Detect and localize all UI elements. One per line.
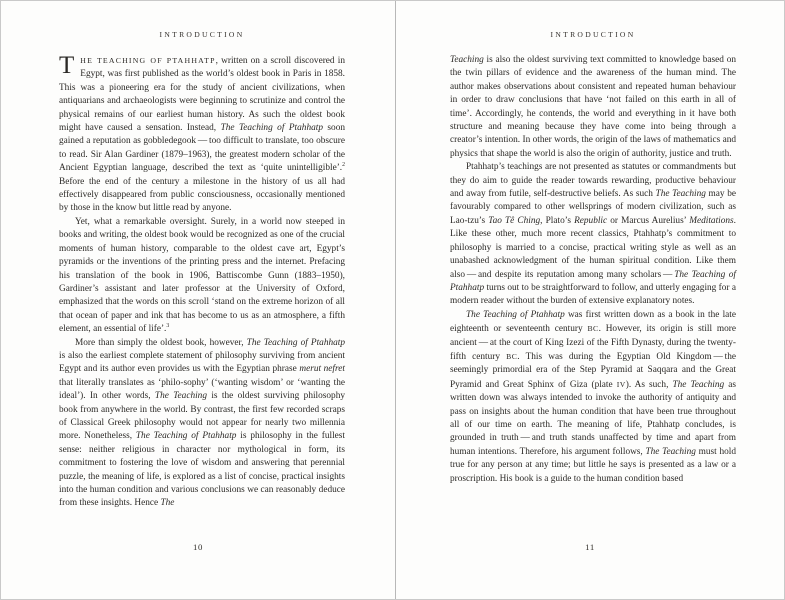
text-run: BC — [506, 351, 518, 361]
text-run: The Teaching of Ptahhatp — [450, 269, 736, 293]
text-run: The Teaching of Ptahhatp — [466, 309, 565, 320]
text-run: The Teaching of Ptahhatp — [246, 337, 346, 348]
page-body-right — [450, 54, 736, 486]
text-run: , written on a scroll discovered in Egypt, was first published as the world’s oldest book in Paris in 1858. This was a pioneering era for the study of ancient civilizations, when antiquarians and archaeologists were beginning to scrutinize and control the physical remains of our earliest human history. As such the oldest book might have caused a sensation. Instead, — [59, 56, 345, 134]
text-run: , Plato’s — [540, 215, 575, 226]
paragraph — [450, 161, 736, 308]
text-run: is the oldest surviving philosophy book from anywhere in the world. By contrast, the first few recorded scraps of Classical Greek philosophy would not appear for nearly two millennia more. Nonetheless, — [59, 391, 345, 442]
page-body-left — [59, 54, 345, 511]
text-run: . Like these other, much more recent classics, Ptahhatp’s commitment to philosophy is married to a concise, practical writing style as well as an unabashed acknowledgment of the human spiritual condition. Like them also — and despite its reputation among many scholars — — [450, 215, 736, 280]
text-run: Yet, what a remarkable oversight. Surely, in a world now steeped in books and writing, the oldest book would be recognized as one of the crucial moments of human history, comparable to the oldest cave art, Egypt’s pyramids or the inventions of the printing press and the internet. Prefacing his translation of the book in 1906, Battiscombe Gunn (1883–1950), Gardiner’s assistant and later professor at the University of Oxford, emphasized that the words on this scroll ‘stand on the extreme horizon of all that ocean of paper and ink that has become to us as an atmosphere, a fifth element, an essential of life’. — [59, 216, 345, 335]
text-run: Republic — [574, 215, 608, 226]
text-run: BC — [587, 324, 599, 334]
running-header-right: INTRODUCTION — [550, 30, 636, 39]
text-run: must hold true for any person at any time; but little he says is presented as a law or a proscription. His book is a guide to the human condition based — [450, 446, 736, 484]
text-run: HE TEACHING OF PTAHHATP — [80, 56, 216, 65]
running-header-left: INTRODUCTION — [159, 30, 245, 39]
text-run: Ptahhatp’s teachings are not presented as statutes or commandments but they do aim to guide the reader towards rewarding, productive behaviour and away from futile, self-destructive beliefs. As such — [450, 162, 736, 200]
text-run: is also the oldest surviving text committed to knowledge based on the twin pillars of evidence and the awareness of the human mind. The author makes observations about consistent and repeated human behaviour in order to draw conclusions that have ‘not failed on this earth in all of time’. Accordingly, he contends, the world and everything in it have both structure and meaning because they have come into being through a creator’s intention. In other words, the origin of the laws of mathematics and physics that shape the world is also the origin of authority, justice and truth. — [450, 55, 736, 159]
text-run: IV — [616, 379, 626, 389]
text-run: 2 — [342, 162, 345, 169]
text-run: . This was during the Egyptian Old Kingdom — the seemingly primordial era of the Step Pyramid at Saqqara and the Great Pyramid and Great Sphinx of Giza (plate — [450, 351, 736, 390]
text-run: Teaching — [450, 55, 484, 65]
paragraph — [59, 54, 345, 216]
text-run: ). As such, — [625, 379, 673, 390]
text-run: Tao Tê Ching — [488, 215, 541, 226]
text-run: that literally translates as ‘philo-sophy’ (‘wanting wisdom’ or ‘wanting the ideal’). In other words, — [59, 377, 345, 402]
text-run: Before the end of the century a milestone in the history of us all had effectively disappeared from public consciousness, occasionally mentioned by those in the know but little read by anyone. — [59, 176, 345, 214]
text-run: The Teaching — [672, 379, 725, 390]
text-run: is also the earliest complete statement of philosophy surviving from ancient Egypt and its author even provides us with the Egyptian phrase — [59, 350, 345, 375]
paragraph — [450, 309, 736, 486]
paragraph — [450, 54, 736, 161]
text-run: is philosophy in the fullest sense: neither religious in character nor mythological in form, its commitment to fostering the love of wisdom and answering that perennial puzzle, the meaning of life, is explored as a list of concise, practical insights into the human condition and various conclusions we can reasonably deduce from these insights. Hence — [59, 431, 346, 509]
text-run: soon gained a reputation as gobbledegook — too difficult to translate, too obscure to read. Sir Alan Gardiner (1879–1963), the greatest modern scholar of the Ancient Egyptian language, described the text as ‘quite unintelligible’. — [59, 123, 345, 174]
page-left — [1, 1, 395, 599]
text-run: or Marcus Aurelius’ — [607, 215, 690, 226]
drop-cap: T — [59, 52, 75, 79]
paragraph — [59, 337, 345, 511]
page-number-left: 10 — [193, 542, 203, 552]
text-run: The Teaching of Ptahhatp — [220, 123, 323, 134]
text-run: The Teaching of Ptahhatp — [135, 431, 237, 442]
text-run: may be favourably compared to other wellsprings of modern civilization, such as Lao-tzu’s — [450, 189, 736, 226]
text-run: The Teaching — [655, 189, 706, 200]
text-run: as written down was always intended to invoke the authority of antiquity and pass on insights about the human condition that have been true throughout all of our time on earth. The meaning of life, Ptahhatp concludes, is grounded in truth — and truth stands unaffected by time and apart from human intentions. Therefore, his argument follows, — [450, 379, 736, 457]
text-run: was first written down as a book in the late eighteenth or seventeenth century — [450, 309, 736, 335]
text-run: The Teaching — [154, 391, 207, 402]
text-run: Meditations — [689, 215, 734, 226]
page-number-right: 11 — [585, 542, 595, 552]
text-run: More than simply the oldest book, however, — [75, 337, 247, 348]
text-run: . However, its origin is still more ancient — at the court of King Izezi of the Fifth Dynasty, during the twenty-fifth century — [450, 324, 736, 362]
paragraph — [59, 216, 345, 337]
text-run: The Teaching — [645, 446, 696, 457]
page-right — [396, 1, 784, 599]
text-run: 3 — [166, 323, 170, 330]
text-run: The — [160, 498, 175, 509]
text-run: turns out to be straightforward to follow, and utterly engaging for a modern reader without the burden of extensive explanatory notes. — [450, 282, 736, 307]
text-run: merut nefret — [299, 364, 345, 375]
